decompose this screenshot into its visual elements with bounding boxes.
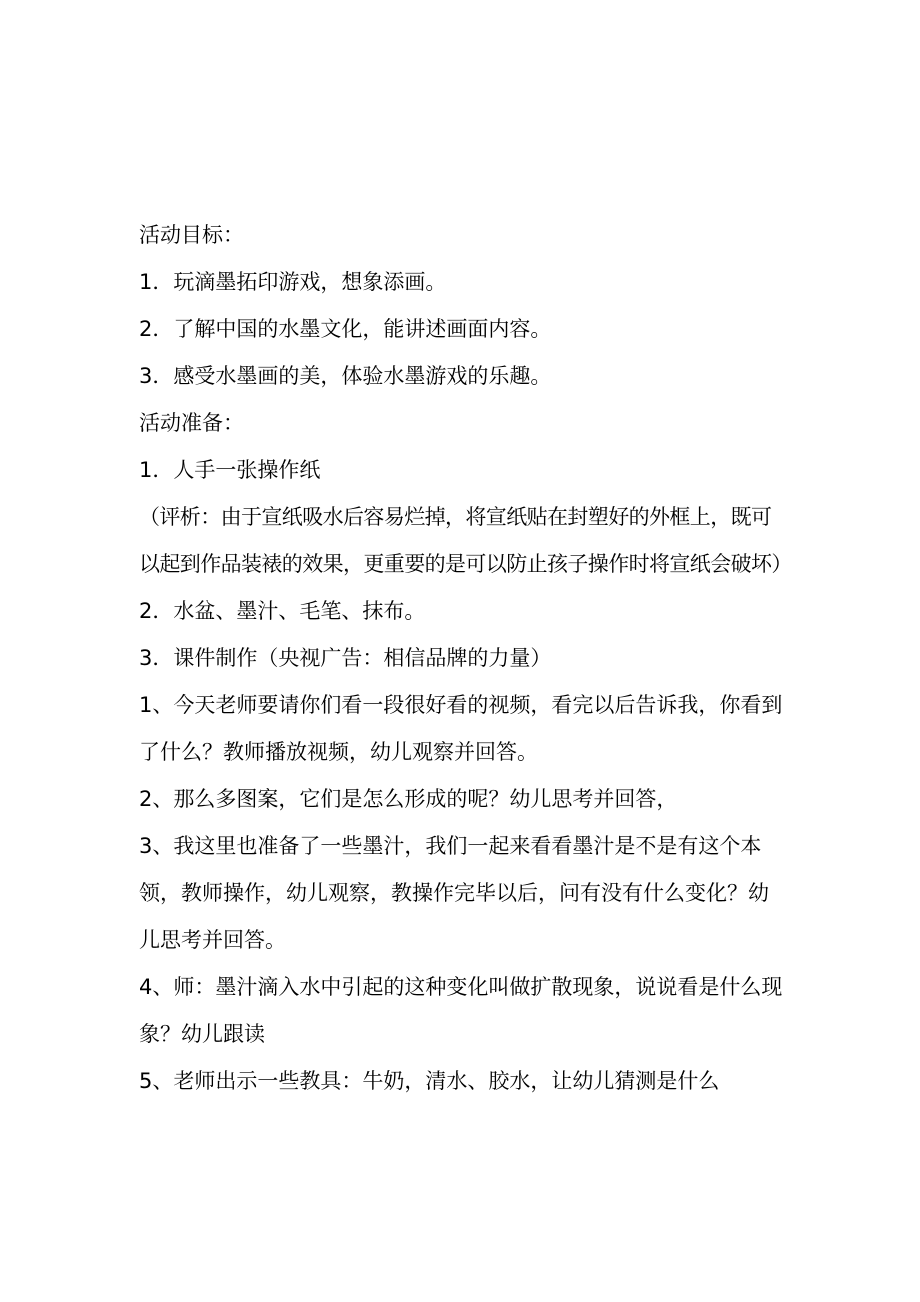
prep-item: 2．水盆、墨汁、毛笔、抹布。 xyxy=(139,599,426,623)
goals-heading: 活动目标： xyxy=(139,223,244,247)
goal-item: 1．玩滴墨拓印游戏，想象添画。 xyxy=(139,270,447,294)
prep-note: （评析：由于宣纸吸水后容易烂掉，将宣纸贴在封塑好的外框上，既可以起到作品装裱的效果，更重要的是可以防止孩子操作时将宣纸会破坏） xyxy=(139,505,792,576)
prep-item: 1．人手一张操作纸 xyxy=(139,458,321,482)
process-step: 2、那么多图案，它们是怎么形成的呢？幼儿思考并回答， xyxy=(139,787,678,811)
process-step: 5、老师出示一些教具：牛奶，清水、胶水，让幼儿猜测是什么 xyxy=(139,1069,720,1093)
goal-item: 2．了解中国的水墨文化，能讲述画面内容。 xyxy=(139,317,552,341)
prep-heading: 活动准备： xyxy=(139,411,244,435)
prep-item: 3．课件制作（央视广告：相信品牌的力量） xyxy=(139,646,552,670)
process-step: 1、今天老师要请你们看一段很好看的视频，看完以后告诉我，你看到了什么？教师播放视频，幼儿观察并回答。 xyxy=(139,693,783,764)
process-step: 3、我这里也准备了一些墨汁，我们一起来看看墨汁是不是有这个本领，教师操作，幼儿观察，教操作完毕以后，问有没有什么变化？幼儿思考并回答。 xyxy=(139,834,769,952)
goal-item: 3．感受水墨画的美，体验水墨游戏的乐趣。 xyxy=(139,364,552,388)
document-body xyxy=(139,212,792,1105)
process-step: 4、师：墨汁滴入水中引起的这种变化叫做扩散现象，说说看是什么现象？幼儿跟读 xyxy=(139,975,783,1046)
